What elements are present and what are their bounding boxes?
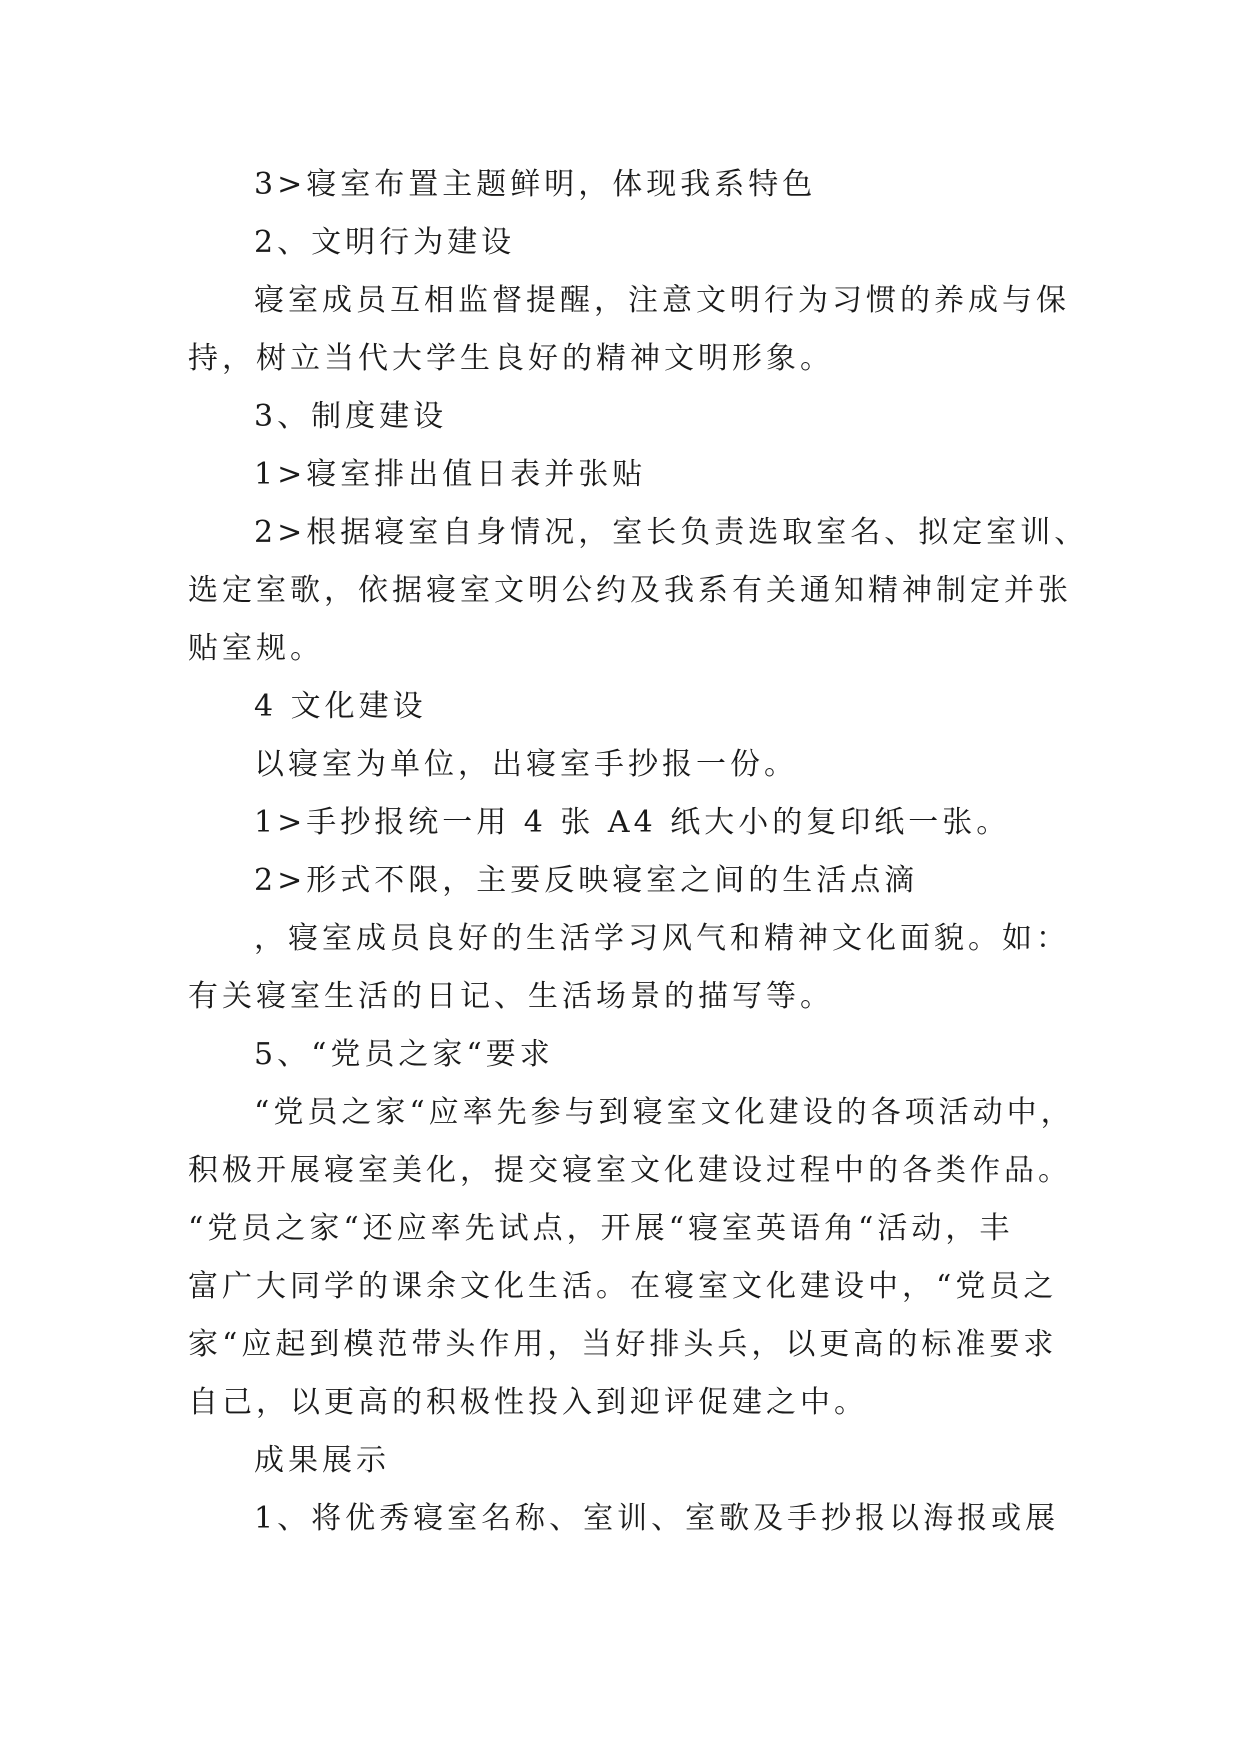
section-heading-culture: 4 文化建设 <box>254 689 427 724</box>
document-body <box>188 156 1089 1548</box>
paragraph-line: 有关寝室生活的日记、生活场景的描写等。 <box>188 979 834 1014</box>
section-heading-civility: 2、文明行为建设 <box>254 225 516 260</box>
paragraph-line: 寝室成员互相监督提醒，注意文明行为习惯的养成与保 <box>254 283 1070 318</box>
paragraph-line: ，寝室成员良好的生活学习风气和精神文化面貌。如： <box>254 921 1070 956</box>
list-item-paper: 1>手抄报统一用 4 张 A4 纸大小的复印纸一张。 <box>254 805 1011 840</box>
paragraph-line: “党员之家“应率先参与到寝室文化建设的各项活动中， <box>254 1095 1075 1130</box>
paragraph-line: 家“应起到模范带头作用，当好排头兵，以更高的标准要求 <box>188 1327 1058 1362</box>
paragraph-line: 自己，以更高的积极性投入到迎评促建之中。 <box>188 1385 868 1420</box>
paragraph-line: “党员之家“还应率先试点，开展“寝室英语角“活动，丰 <box>188 1211 1014 1246</box>
section-heading-rules: 3、制度建设 <box>254 399 448 434</box>
list-item-dorm-theme: 3>寝室布置主题鲜明，体现我系特色 <box>254 167 817 202</box>
list-item-duty-roster: 1>寝室排出值日表并张贴 <box>254 457 647 492</box>
paragraph-line: 富广大同学的课余文化生活。在寝室文化建设中，“党员之 <box>188 1269 1058 1304</box>
paragraph-line: 积极开展寝室美化，提交寝室文化建设过程中的各类作品。 <box>188 1153 1072 1188</box>
list-item-showcase: 1、将优秀寝室名称、室训、室歌及手抄报以海报或展 <box>254 1501 1060 1536</box>
paragraph-line: 选定室歌，依据寝室文明公约及我系有关通知精神制定并张 <box>188 573 1072 608</box>
paragraph-line: 贴室规。 <box>188 631 324 666</box>
section-heading-party-home: 5、“党员之家“要求 <box>254 1037 554 1072</box>
list-item-dorm-name: 2>根据寝室自身情况，室长负责选取室名、拟定室训、 <box>254 515 1089 550</box>
list-item-format: 2>形式不限，主要反映寝室之间的生活点滴 <box>254 863 919 898</box>
paragraph-line: 持，树立当代大学生良好的精神文明形象。 <box>188 341 834 376</box>
section-heading-results: 成果展示 <box>254 1443 390 1478</box>
paragraph-line: 以寝室为单位，出寝室手抄报一份。 <box>254 747 798 782</box>
